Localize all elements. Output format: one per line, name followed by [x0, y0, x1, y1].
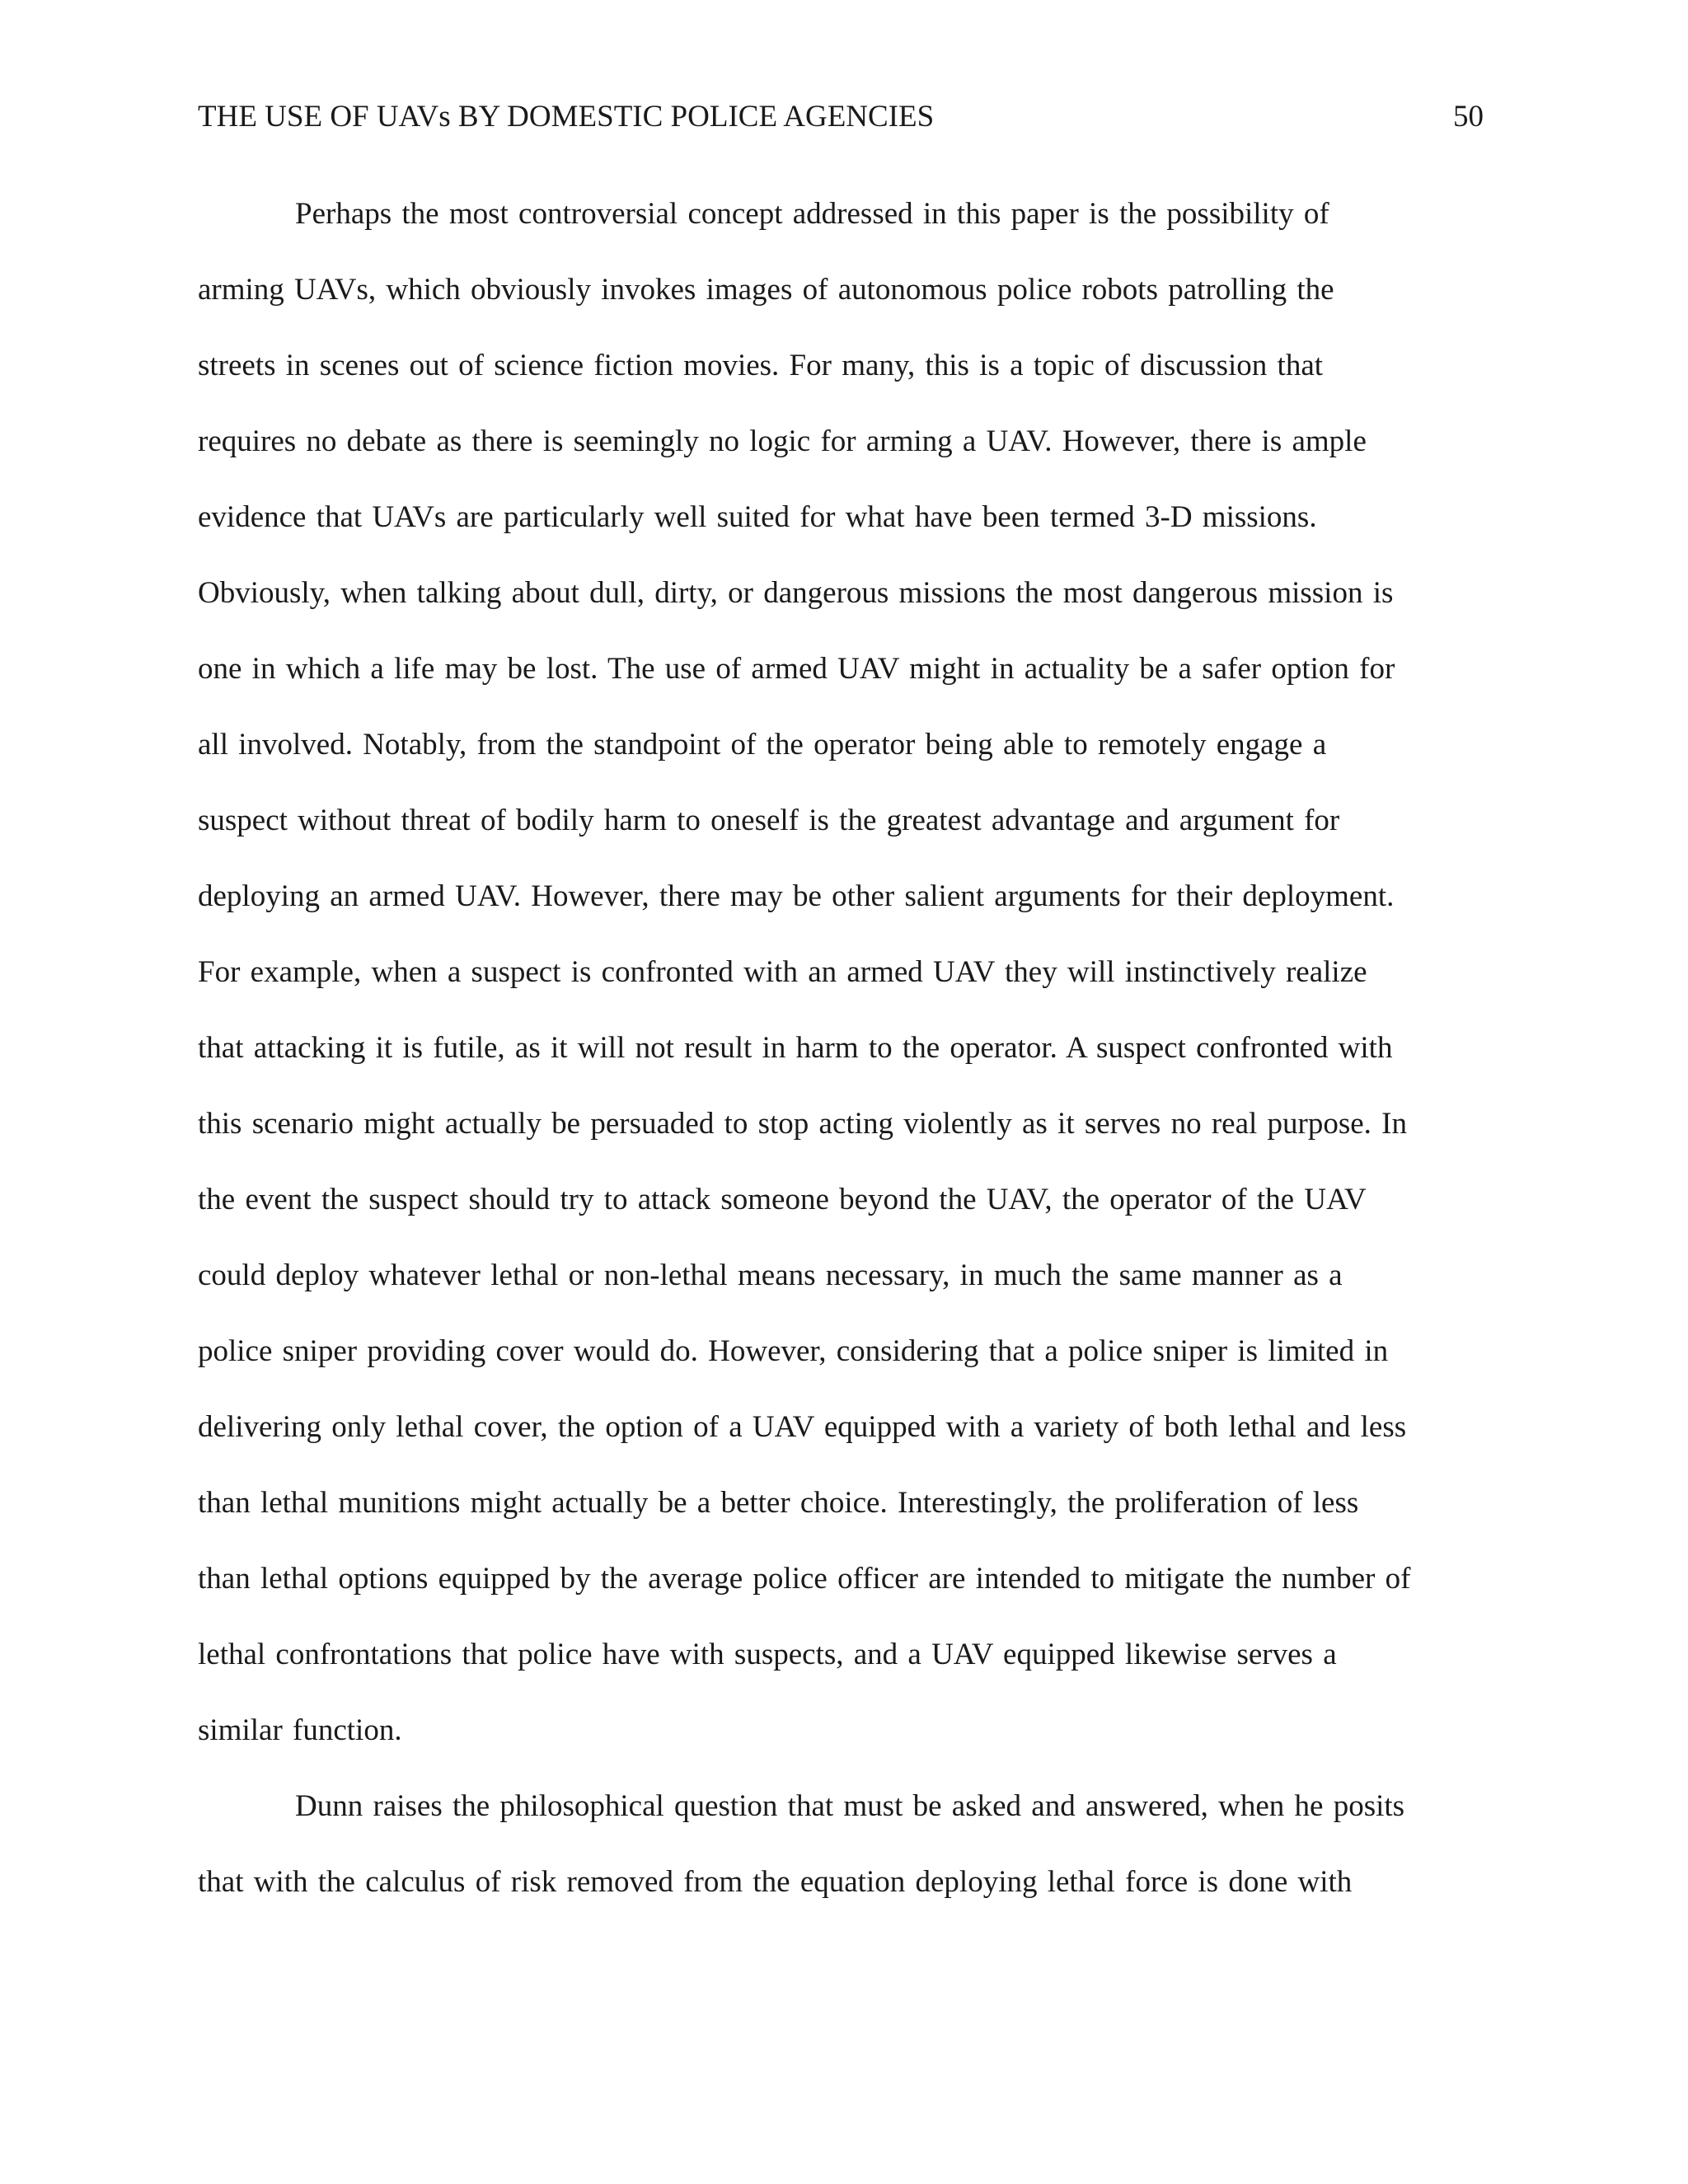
- text-line: one in which a life may be lost. The use of armed UAV might in actuality be a safer option for: [198, 652, 1395, 686]
- text-line: that attacking it is futile, as it will not result in harm to the operator. A suspect confronted with: [198, 1031, 1393, 1065]
- text-line: delivering only lethal cover, the option of a UAV equipped with a variety of both lethal and less: [198, 1410, 1407, 1444]
- text-line: suspect without threat of bodily harm to oneself is the greatest advantage and argument for: [198, 804, 1340, 837]
- text-line: this scenario might actually be persuaded to stop acting violently as it serves no real purpose. In: [198, 1107, 1407, 1141]
- text-line: requires no debate as there is seemingly no logic for arming a UAV. However, there is ample: [198, 424, 1367, 458]
- text-line: evidence that UAVs are particularly well suited for what have been termed 3-D missions.: [198, 500, 1317, 534]
- paragraph-arming-uavs: [198, 190, 1484, 1782]
- text-line: than lethal options equipped by the average police officer are intended to mitigate the number of: [198, 1562, 1411, 1596]
- running-head-title: THE USE OF UAVs BY DOMESTIC POLICE AGENCIES: [198, 100, 935, 134]
- text-line: arming UAVs, which obviously invokes images of autonomous police robots patrolling the: [198, 273, 1334, 307]
- text-line: police sniper providing cover would do. However, considering that a police sniper is limited in: [198, 1334, 1389, 1368]
- text-line: the event the suspect should try to attack someone beyond the UAV, the operator of the UAV: [198, 1183, 1367, 1216]
- text-line: For example, when a suspect is confronted with an armed UAV they will instinctively realize: [198, 955, 1367, 989]
- page-number: 50: [1453, 100, 1484, 134]
- text-line: than lethal munitions might actually be a better choice. Interestingly, the proliferation of less: [198, 1486, 1359, 1520]
- text-line: lethal confrontations that police have with suspects, and a UAV equipped likewise serves a: [198, 1638, 1337, 1671]
- text-line: could deploy whatever lethal or non-lethal means necessary, in much the same manner as a: [198, 1258, 1343, 1292]
- text-line: deploying an armed UAV. However, there may be other salient arguments for their deployment.: [198, 879, 1395, 913]
- running-head: [198, 94, 1484, 140]
- text-line: Perhaps the most controversial concept addressed in this paper is the possibility of: [295, 197, 1329, 231]
- text-line: that with the calculus of risk removed from the equation deploying lethal force is done with: [198, 1865, 1353, 1899]
- body-text: [198, 190, 1484, 1933]
- text-line: streets in scenes out of science fiction movies. For many, this is a topic of discussion that: [198, 349, 1324, 382]
- text-line: all involved. Notably, from the standpoint of the operator being able to remotely engage a: [198, 728, 1327, 762]
- paragraph-dunn: [198, 1782, 1484, 1933]
- text-line: Dunn raises the philosophical question that must be asked and answered, when he posits: [295, 1789, 1405, 1823]
- text-line: similar function.: [198, 1713, 402, 1747]
- text-line: Obviously, when talking about dull, dirty, or dangerous missions the most dangerous mission is: [198, 576, 1394, 610]
